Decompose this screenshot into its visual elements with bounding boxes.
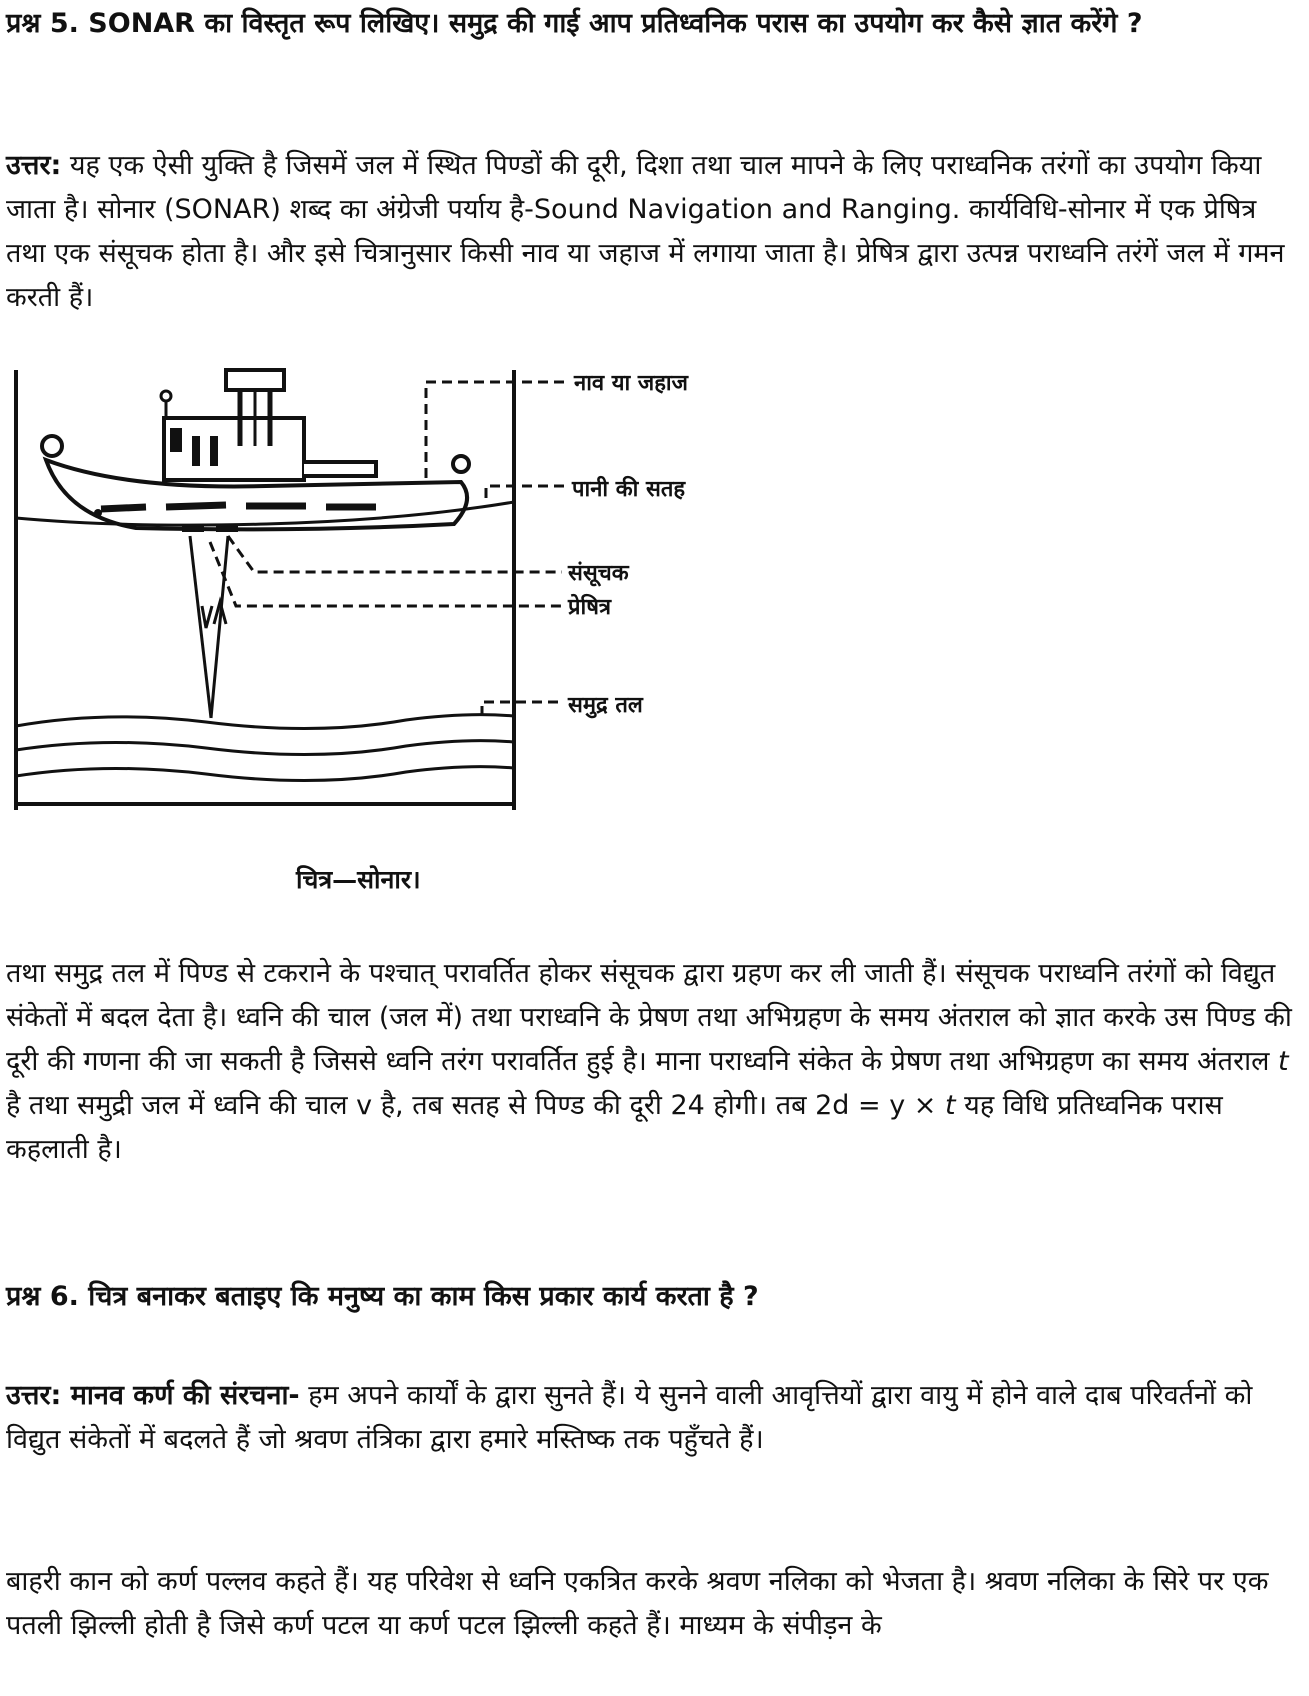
answer-5-continuation [6, 952, 1296, 1172]
time-symbol-1: t [1278, 1046, 1289, 1077]
answer-6-continuation: बाहरी कान को कर्ण पल्लव कहते हैं। यह परिवेश से ध्वनि एकत्रित करके श्रवण नलिका को भेजता है। श्रवण नलिका के सिरे पर एक पतली झिल्ली होती है जिसे कर्ण पटल या कर्ण पटल झिल्ली कहते हैं। माध्यम के संपीड़न के [6, 1566, 1269, 1641]
answer-5-label: उत्तर: [6, 150, 62, 181]
answer-5-text: यह एक ऐसी युक्ति है जिसमें जल में स्थित पिण्डों की दूरी, दिशा तथा चाल मापने के लिए पराध्वनिक तरंगों का उपयोग किया जाता है। सोनार (SONAR) शब्द का अंग्रेजी पर्याय है-Sound Navigation and Ranging. कार्यविधि-सोनार में एक प्रेषित्र तथा एक संसूचक होता है। और इसे चित्रानुसार किसी नाव या जहाज में लगाया जाता है। प्रेषित्र द्वारा उत्पन्न पराध्वनि तरंगें जल में गमन करती हैं। [6, 150, 1285, 313]
label-ship: नाव या जहाज [574, 370, 688, 396]
answer-6-paragraph [6, 1374, 1296, 1462]
answer-5b-text-3: यह विधि प्रतिध्वनिक परास कहलाती है। [6, 1090, 1223, 1165]
label-transmitter: प्रेषित्र [568, 594, 612, 620]
answer-6-text: हम अपने कार्यों के द्वारा सुनते हैं। ये सुनने वाली आवृत्तियों द्वारा वायु में होने वाले दाब परिवर्तनों को विद्युत संकेतों में बदलते हैं जो श्रवण तंत्रिका द्वारा हमारे मस्तिष्क तक पहुँचते हैं। [6, 1380, 1253, 1455]
answer-6-label: उत्तर: मानव कर्ण की संरचना- [6, 1380, 300, 1411]
diagram-caption: चित्र—सोनार। [296, 865, 421, 894]
time-symbol-2: t [945, 1090, 956, 1121]
answer-5-paragraph [6, 144, 1296, 320]
sonar-beam-icon [190, 536, 228, 718]
seabed-waves [16, 715, 514, 804]
label-water-surface: पानी की सतह [572, 476, 686, 502]
surface-leader-line [486, 486, 566, 498]
ship-leader-line [426, 382, 568, 478]
transmitter-leader-line [210, 542, 562, 606]
question-6-heading: प्रश्न 6. चित्र बनाकर बताइए कि मनुष्य का काम किस प्रकार कार्य करता है ? [6, 1281, 759, 1312]
sonar-diagram [6, 366, 726, 906]
ship-icon [42, 370, 469, 532]
label-seabed: समुद्र तल [568, 692, 643, 718]
question-5-heading: प्रश्न 5. SONAR का विस्तृत रूप लिखिए। समुद्र की गाई आप प्रतिध्वनिक परास का उपयोग कर कैसे ज्ञात करेंगे ? [6, 8, 1143, 39]
answer-5b-text-1: तथा समुद्र तल में पिण्ड से टकराने के पश्चात् परावर्तित होकर संसूचक द्वारा ग्रहण कर ली जाती हैं। संसूचक पराध्वनि तरंगों को विद्युत संकेतों में बदल देता है। ध्वनि की चाल (जल में) तथा पराध्वनि के प्रेषण तथा अभिग्रहण के समय अंतराल को ज्ञात करके उस पिण्ड की दूरी की गणना की जा सकती है जिससे ध्वनि तरंग परावर्तित हुई है। माना पराध्वनि संकेत के प्रेषण तथा अभिग्रहण का समय अंतराल [6, 958, 1292, 1077]
answer-5b-text-2: है तथा समुद्री जल में ध्वनि की चाल v है, तब सतह से पिण्ड की दूरी 24 होगी। तब 2d = y × [6, 1090, 945, 1121]
label-detector: संसूचक [568, 560, 629, 586]
detector-leader-line [228, 536, 562, 572]
